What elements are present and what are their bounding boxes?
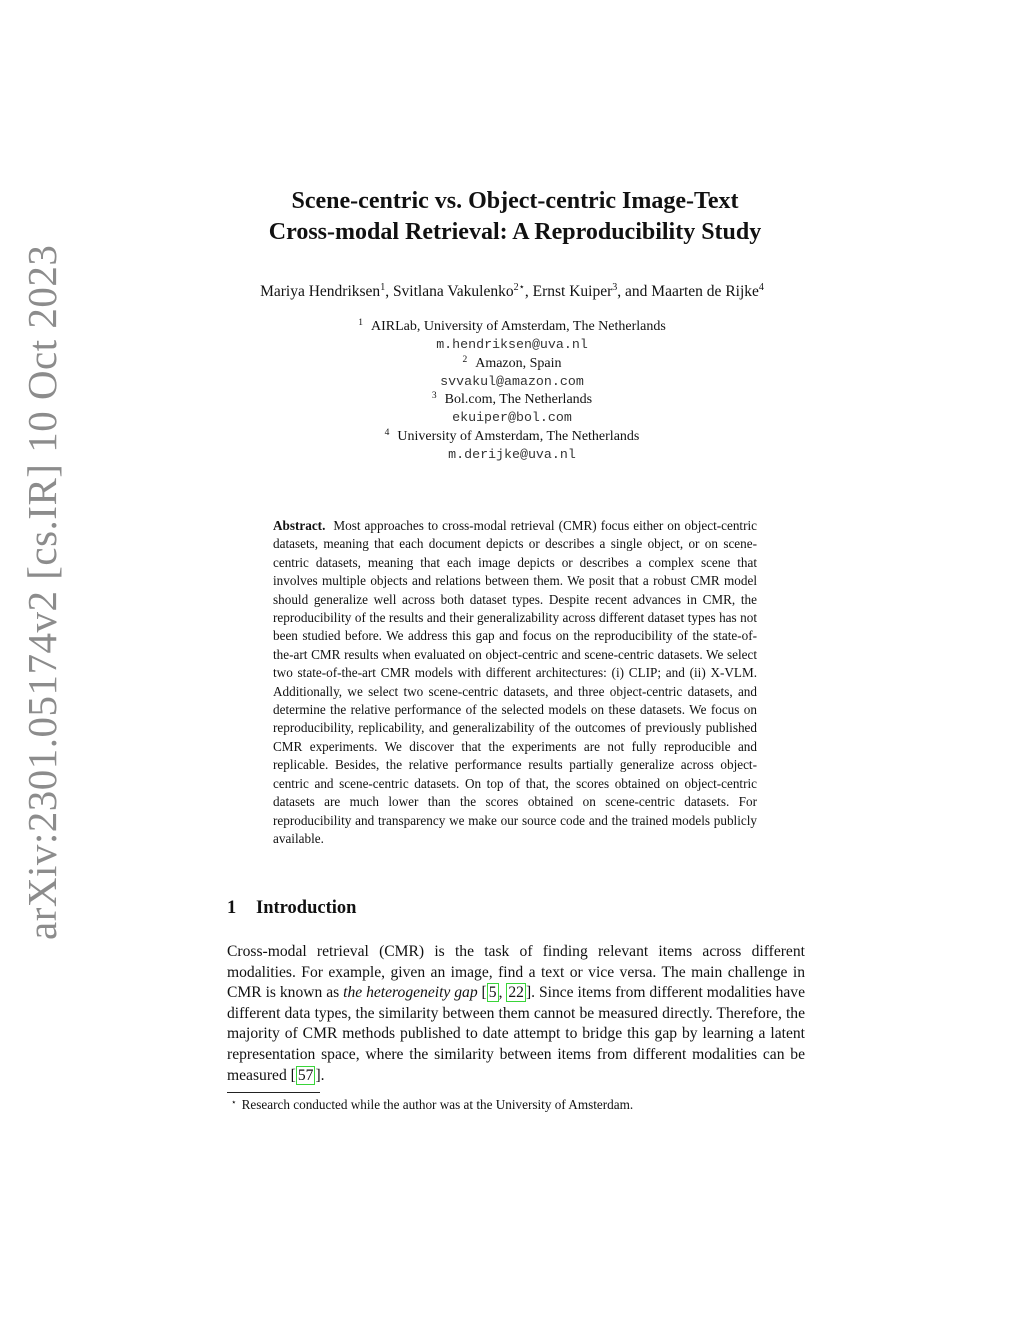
citation-group [478,983,526,1002]
footnote-text: Research conducted while the author was at the University of Amsterdam. [241,1097,634,1112]
footnote-divider [227,1092,320,1093]
affiliation-name: Bol.com, The Netherlands [444,392,593,408]
author-name: Ernst Kuiper [532,283,613,300]
arxiv-side-stamp [0,0,82,1325]
affiliation-number: 2 [462,354,468,365]
footnote [227,1097,805,1113]
abstract-label: Abstract. [273,518,326,533]
affiliation-line [262,355,762,373]
arxiv-identifier: arXiv:2301.05174v2 [cs.IR] 10 Oct 2023 [19,244,65,940]
citation-link[interactable]: 22 [508,984,524,1002]
author-separator: , and [617,283,652,300]
intro-text: , [498,984,507,1002]
intro-emphasis: the heterogeneity gap [343,984,478,1002]
affiliation-line [262,391,762,409]
affiliation-list [262,318,762,464]
intro-text: ]. Since items from different modalities have different data types, the similarity between them cannot be measured directly. Therefore, the majority of CMR methods published to date attempt to bridge this gap by learning a latent representation space, where the similarity between items from different modalities can be measured [ [227,984,806,1084]
title-line-1: Scene-centric vs. Object-centric Image-Text [291,188,739,214]
affiliation-line [262,428,762,446]
intro-text: [ [477,984,487,1002]
citation-link[interactable]: 5 [488,984,497,1002]
affiliation-name: Amazon, Spain [475,355,562,371]
author-list [150,283,874,301]
author-separator: , [385,283,393,300]
intro-text: Cross-modal retrieval (CMR) is the task of finding relevant items across different modalities. For example, given an image, find a text or vice versa. The main challenge in CMR is known as [227,943,805,1002]
author-email[interactable]: m.derijke@uva.nl [448,447,576,463]
title-line-2: Cross-modal Retrieval: A Reproducibility Study [268,219,762,245]
affiliation-line [262,318,762,336]
author-name: Mariya Hendriksen [260,283,381,300]
author-affil-mark: 4 [758,282,764,293]
author-separator: , [524,283,533,300]
abstract-text: Most approaches to cross-modal retrieval (CMR) focus either on object-centric datasets, meaning that each document depicts or describes a single object, or on scene-centric datasets, meaning that each image depicts or describes a complex scene that involves multiple objects and relations between them. We posit that a robust CMR model should generalize well across both dataset types. Despite recent advances in CMR, the reproducibility of the results and their generalizability across different dataset types has not been studied before. We address this gap and focus on the reproducibility of the state-of-the-art CMR results when evaluated on object-centric and scene-centric datasets. We select two state-of-the-art CMR models with different architectures: (i) CLIP; and (ii) X-VLM. Additionally, we select two scene-centric datasets, and three object-centric datasets, and determine the relative performance of the selected models on these datasets. We focus on reproducibility, replicability, and generalizability of the outcomes of previously published CMR experiments. We discover that the experiments are not fully reproducible and replicable. Besides, the relative performance results partially generalize across object-centric and scene-centric datasets. On top of that, the scores obtained on object-centric datasets are much lower than the scores obtained on scene-centric datasets. For reproducibility and transparency we make our source code and the trained models publicly available. [273,518,758,846]
author-email[interactable]: m.hendriksen@uva.nl [436,337,588,353]
paper-title [212,186,818,248]
footnote-mark: ⋆ [231,1097,237,1107]
section-number: 1 [227,898,237,918]
section-heading [227,898,807,919]
author-affil-mark: 3 [612,282,618,293]
author-name: Svitlana Vakulenko [392,283,514,300]
affiliation-name: University of Amsterdam, The Netherlands [397,428,640,444]
citation-link[interactable]: 57 [297,1066,314,1084]
author-name: Maarten de Rijke [651,283,759,300]
affiliation-number: 1 [358,318,363,328]
author-email[interactable]: svvakul@amazon.com [440,373,584,389]
affiliation-name: AIRLab, University of Amsterdam, The Netherlands [370,319,666,334]
author-affil-mark: 2⋆ [513,282,525,293]
intro-paragraph [227,942,805,1086]
section-title: Introduction [256,898,357,918]
author-affil-mark: 1 [380,282,386,293]
author-email[interactable]: ekuiper@bol.com [452,410,572,426]
intro-text: ]. [315,1066,325,1084]
affiliation-number: 3 [431,391,437,402]
affiliation-number: 4 [384,427,390,438]
abstract [273,517,757,848]
